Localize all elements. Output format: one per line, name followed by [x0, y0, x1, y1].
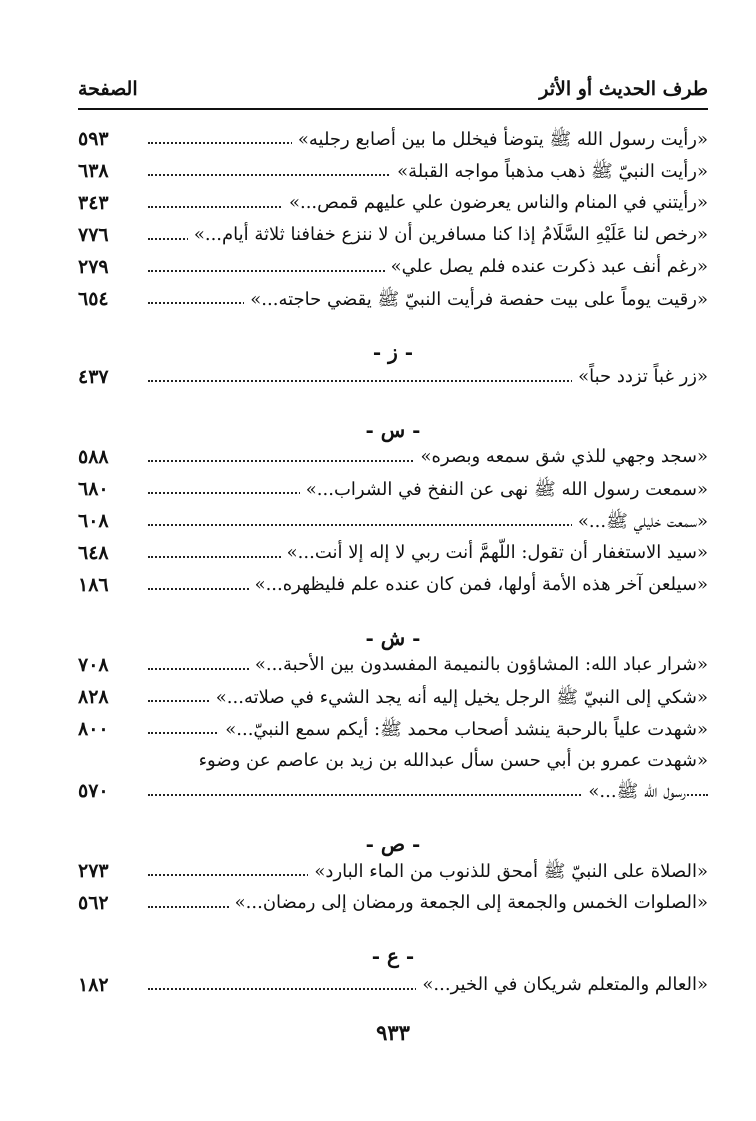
- entry-text: «رأيتني في المنام والناس يعرضون علي عليهم قمص...»: [283, 192, 708, 213]
- index-entry-first-line: [78, 750, 708, 780]
- entry-text: «زر غباً تزدد حباً»: [572, 366, 708, 387]
- index-entry: [78, 478, 708, 508]
- entry-page-number: ٨٠٠: [78, 718, 109, 740]
- index-entry: [78, 892, 708, 922]
- entry-page-number: ٧٠٨: [78, 654, 109, 676]
- entry-page-number: ١٨٦: [78, 574, 109, 596]
- index-entry: [78, 256, 708, 286]
- entry-text: «رخص لنا عَلَيْهِ السَّلَامُ إذا كنا مسافرين أن لا ننزع خفافنا ثلاثة أيام...»: [188, 224, 708, 245]
- letter-heading: - ع -: [371, 944, 415, 968]
- page-header: [78, 72, 708, 110]
- entry-page-number: ٦٥٤: [78, 288, 109, 310]
- entry-text: «رأيت النبيّ ﷺ ذهب مذهباً مواجه القبلة»: [391, 160, 708, 186]
- index-entry: [78, 366, 708, 396]
- entry-text: «سجد وجهي للذي شق سمعه وبصره»: [415, 446, 708, 467]
- entry-text: «سيد الاستغفار أن تقول: اللّهمَّ أنت ربي لا إله إلا أنت...»: [281, 542, 708, 563]
- index-entry: [78, 574, 708, 604]
- entry-page-number: ٧٧٦: [78, 224, 109, 246]
- index-entry: [78, 510, 708, 540]
- entry-text: «شكي إلى النبيّ ﷺ الرجل يخيل إليه أنه يجد الشيء في صلاته...»: [210, 686, 708, 712]
- entry-page-number: ٦٠٨: [78, 510, 109, 532]
- index-entry: [78, 446, 708, 476]
- entry-text: «شرار عباد الله: المشاؤون بالنميمة المفسدون بين الأحبة...»: [249, 654, 708, 675]
- entry-text-continuation: رسول الله ﷺ...»: [582, 780, 686, 806]
- index-entry: [78, 974, 708, 1004]
- entry-text: «العالم والمتعلم شريكان في الخير...»: [416, 974, 708, 995]
- letter-heading: - س -: [365, 418, 421, 442]
- index-entry: [78, 128, 708, 158]
- header-page-label: الصفحة: [78, 78, 138, 100]
- entry-page-number: ٦٣٨: [78, 160, 109, 182]
- header-title: طرف الحديث أو الأثر: [539, 78, 708, 100]
- entry-text: «رغم أنف عبد ذكرت عنده فلم يصل علي»: [385, 256, 708, 277]
- entry-page-number: ٥٨٨: [78, 446, 109, 468]
- index-page: [78, 72, 708, 1072]
- index-entry: [78, 224, 708, 254]
- entry-page-number: ٦٨٠: [78, 478, 109, 500]
- index-entry: [78, 860, 708, 890]
- entry-page-number: ٦٤٨: [78, 542, 109, 564]
- entry-text: «رأيت رسول الله ﷺ يتوضأ فيخلل ما بين أصابع رجليه»: [292, 128, 708, 154]
- entry-page-number: ٢٧٩: [78, 256, 109, 278]
- index-entry: [78, 718, 708, 748]
- index-entry: [78, 192, 708, 222]
- index-entry-continuation: [78, 780, 708, 810]
- entry-text: «سيلعن آخر هذه الأمة أولها، فمن كان عنده علم فليظهره...»: [249, 574, 708, 595]
- entry-page-number: ٨٢٨: [78, 686, 109, 708]
- entry-text: «شهدت عمرو بن أبي حسن سأل عبدالله بن زيد بن عاصم عن وضوء: [193, 750, 708, 771]
- index-entry: [78, 654, 708, 684]
- entry-page-number: ٥٧٠: [78, 780, 109, 802]
- page-number: ٩٣٣: [376, 1020, 410, 1045]
- letter-heading: - ش -: [365, 626, 421, 650]
- entry-page-number: ٢٧٣: [78, 860, 109, 882]
- index-entry: [78, 542, 708, 572]
- entry-text: «الصلوات الخمس والجمعة إلى الجمعة ورمضان إلى رمضان...»: [229, 892, 708, 913]
- entry-page-number: ٥٩٣: [78, 128, 109, 150]
- entry-text: «سمعت خليلي ﷺ...»: [572, 510, 708, 536]
- letter-heading: - ز -: [372, 340, 414, 364]
- entry-page-number: ٥٦٢: [78, 892, 109, 914]
- entry-page-number: ١٨٢: [78, 974, 109, 996]
- entry-text: «رقيت يوماً على بيت حفصة فرأيت النبيّ ﷺ يقضي حاجته...»: [244, 288, 708, 314]
- index-entry: [78, 160, 708, 190]
- index-entry: [78, 686, 708, 716]
- entry-text: «سمعت رسول الله ﷺ نهى عن النفخ في الشراب...»: [300, 478, 708, 504]
- entry-text: «الصلاة على النبيّ ﷺ أمحق للذنوب من الماء البارد»: [308, 860, 708, 886]
- entry-page-number: ٣٤٣: [78, 192, 109, 214]
- entry-page-number: ٤٣٧: [78, 366, 109, 388]
- letter-heading: - ص -: [365, 832, 421, 856]
- index-entry: [78, 288, 708, 318]
- entry-text: «شهدت علياً بالرحبة ينشد أصحاب محمد ﷺ: أيكم سمع النبيّ...»: [219, 718, 708, 744]
